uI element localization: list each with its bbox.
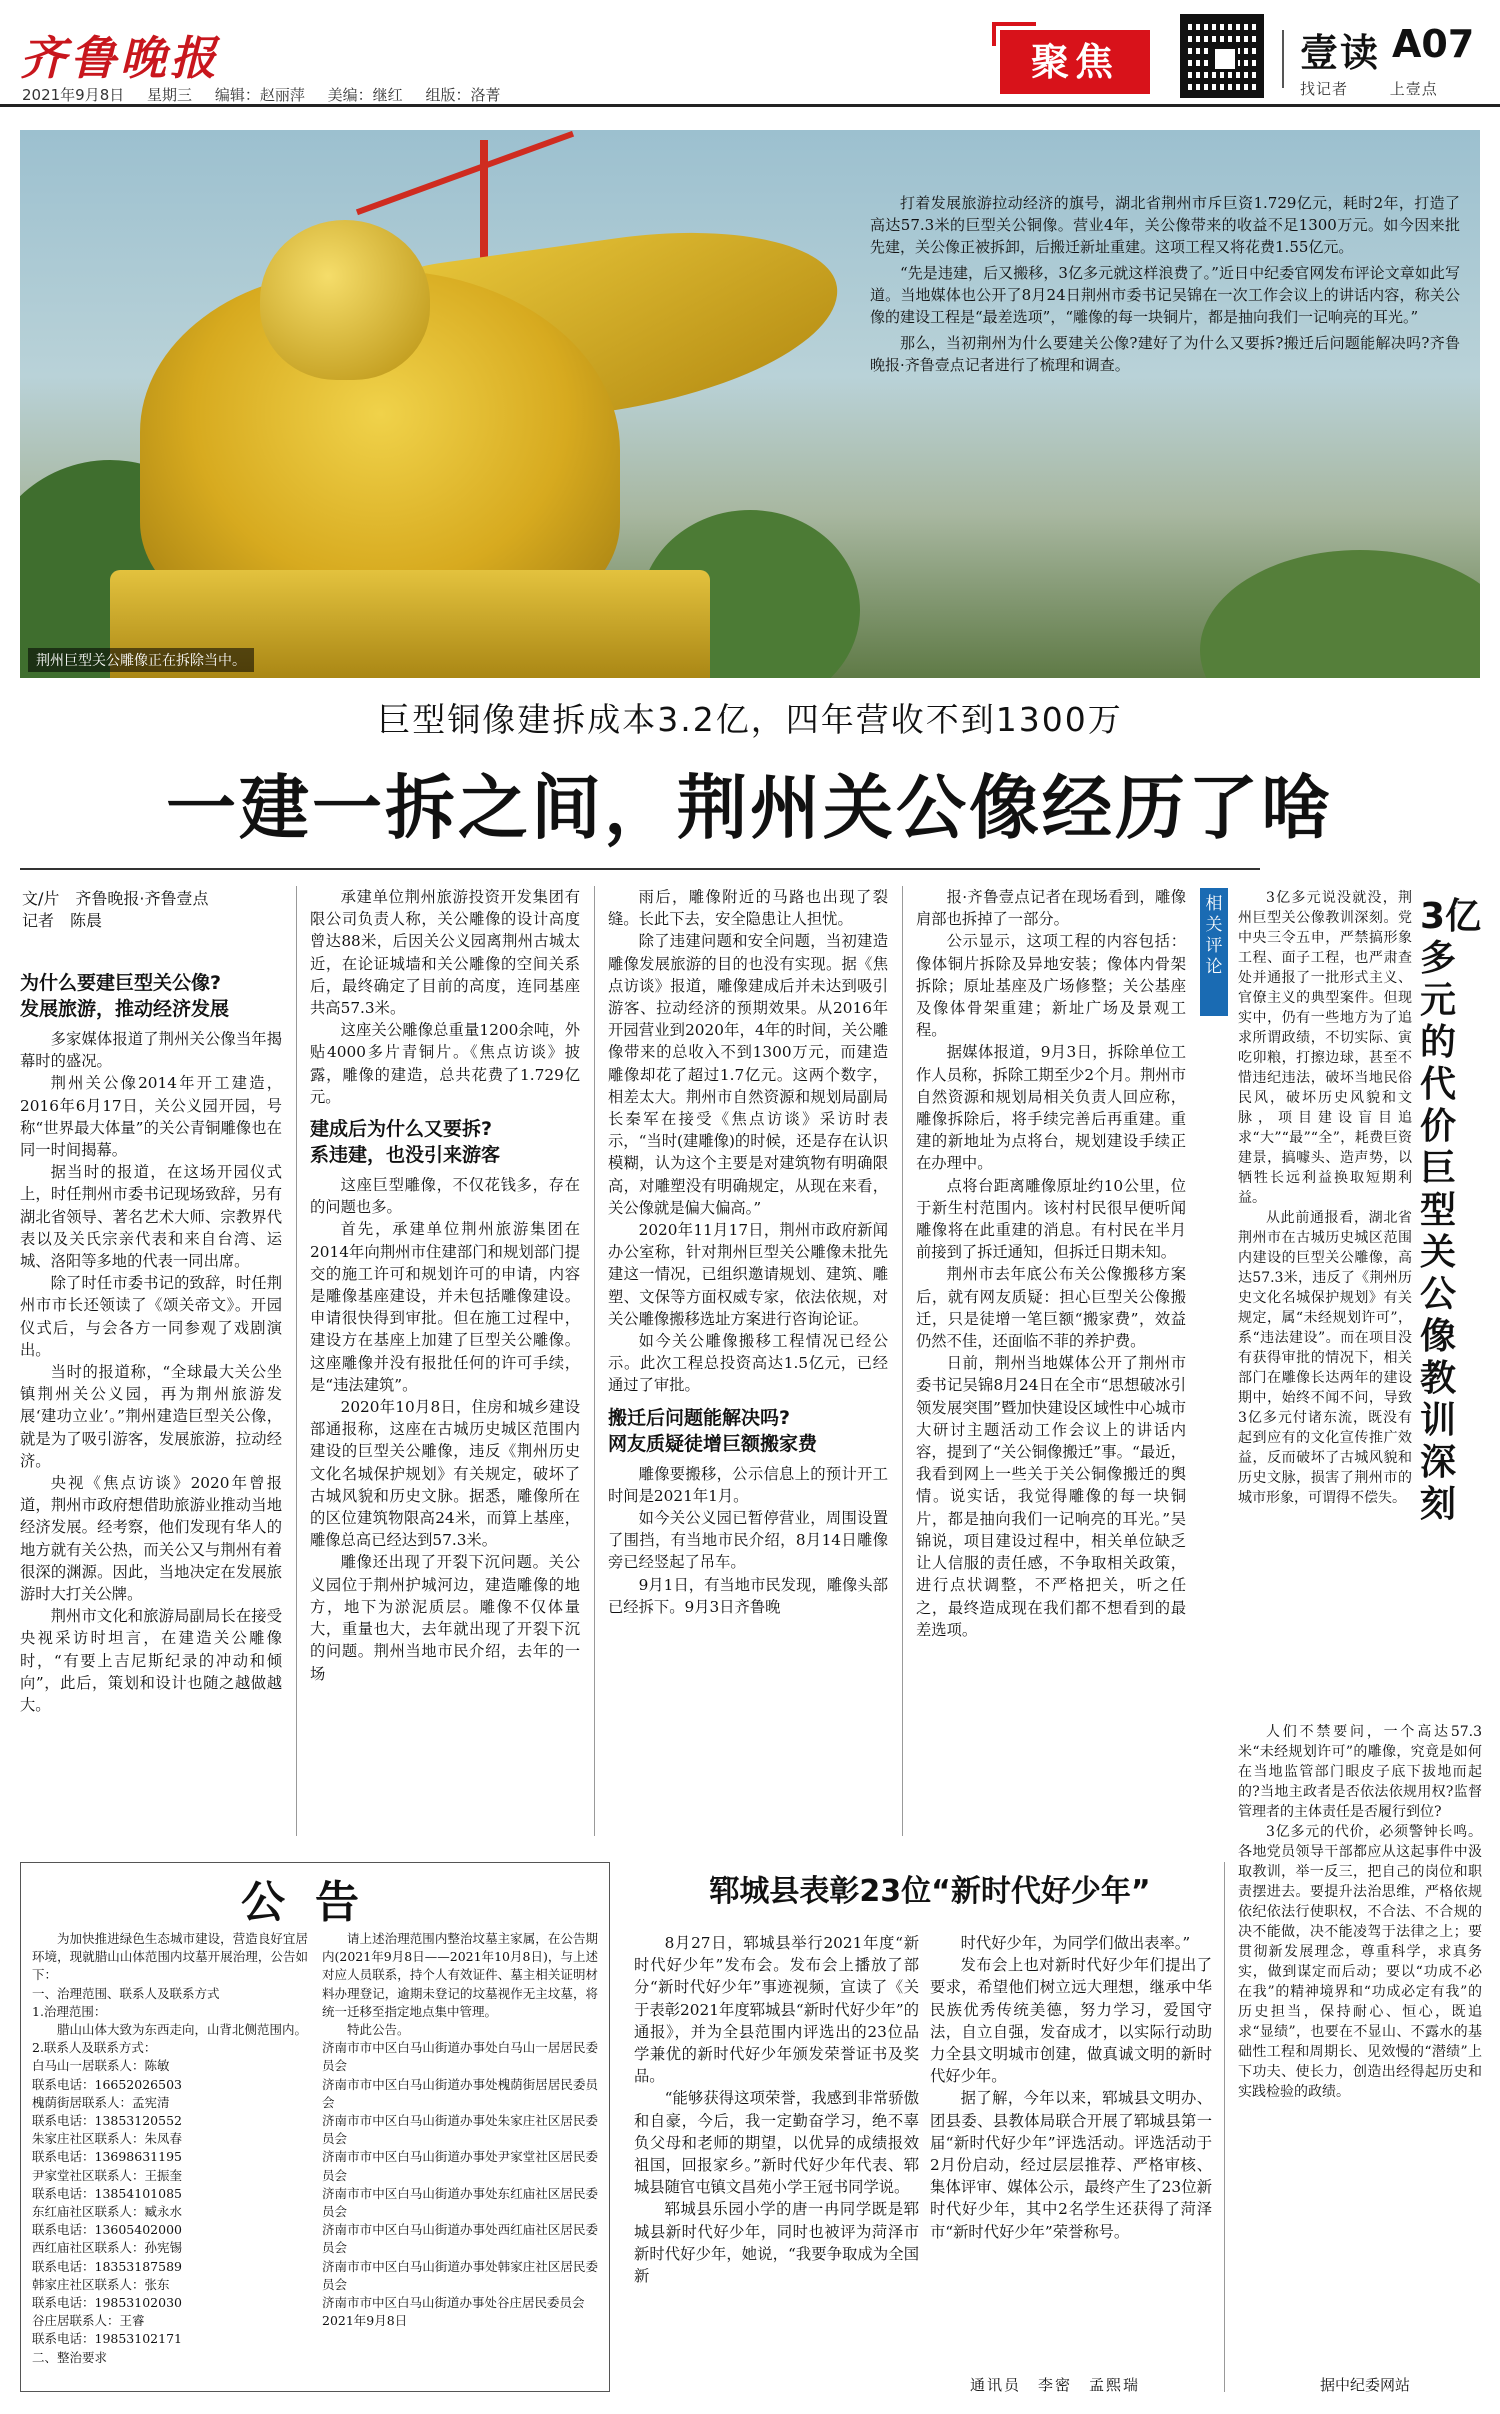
byline-line: 记者 陈晨 (22, 911, 103, 930)
qr-code-icon[interactable] (1180, 14, 1264, 98)
paragraph: 多家媒体报道了荆州关公像当年揭幕时的盛况。 (20, 1030, 282, 1071)
paragraph: 郓城县乐园小学的唐一冉同学既是郓城县新时代好少年，同时也被评为菏泽市新时代好少年，她说，“我要争取成为全国新 (634, 2200, 919, 2286)
comment-title: 3亿多元的代价 巨型关公像教训深刻 (1420, 896, 1493, 1525)
notice-line: 一、治理范围、联系人及联系方式 (32, 1985, 220, 2001)
notice-line: 为加快推进绿色生态城市建设，营造良好宜居环境，现就腊山山体范围内坟墓开展治理，公告如下： (32, 1931, 308, 1983)
paragraph: 除了时任市委书记的致辞，时任荆州市市长还领读了《颂关帝文》。开园仪式后，与会各方一同参观了戏剧演出。 (20, 1274, 282, 1359)
notice-line: 朱家庄社区联系人：朱凤春 (32, 2131, 183, 2147)
notice-line: 联系电话：19853102171 (32, 2331, 182, 2347)
section-heading (608, 1405, 888, 1457)
notice-line: 2021年9月8日 (322, 2313, 408, 2329)
paragraph: 雨后，雕像附近的马路也出现了裂缝。长此下去，安全隐患让人担忧。 (608, 888, 888, 929)
notice-line: 谷庄居联系人：王睿 (32, 2313, 145, 2329)
slogan-left: 找记者 (1300, 80, 1349, 98)
notice-line: 西红庙社区联系人：孙宪锡 (32, 2240, 183, 2256)
notice-line: 联系电话：13854101085 (32, 2185, 182, 2201)
issue-weekday: 星期三 (147, 86, 193, 104)
paragraph: 当时的报道称，“全球最大关公坐镇荆州关公义园，再为荆州旅游发展‘建功立业’。”荆州建造巨型关公像，就是为了吸引游客，发展旅游，拉动经济。 (20, 1363, 282, 1470)
masthead (0, 0, 1500, 110)
slogan (1300, 78, 1474, 99)
issue-date: 2021年9月8日 (22, 86, 125, 104)
section-question: 建成后为什么又要拆? (310, 1118, 493, 1141)
section-heading (310, 1116, 580, 1168)
divider (20, 868, 1260, 870)
divider (902, 886, 903, 1836)
paragraph: 除了违建问题和安全问题，当初建造雕像发展旅游的目的也没有实现。据《焦点访谈》报道，雕像建成后并未达到吸引游客、拉动经济的预期效果。从2016年开园营业到2020年，4年的时间，关公雕像带来的总收入不到1300万元，而建造雕像却花了超过1.7亿元。这两个数字，相差太大。荆州市自然资源和规划局副局长秦军在接受《焦点访谈》采访时表示，“当时(建雕像)的时候，还是存在认识模糊，认为这个主要是对建筑物有明确限高，对雕塑没有明确规定，从现在来看，关公像就是偏大偏高。” (608, 932, 888, 1217)
art-credit: 美编：继红 (327, 86, 403, 104)
notice-line: 尹家堂社区联系人：王振奎 (32, 2167, 183, 2183)
lead-paragraph: “先是违建，后又搬移，3亿多元就这样浪费了。”近日中纪委官网发布评论文章如此写道。当地媒体也公开了8月24日荆州市委书记吴锦在一次工作会议上的讲话内容，称关公像的建设工程是“最差选项”，“雕像的每一块铜片，都是抽向我们一记响亮的耳光。” (870, 264, 1460, 326)
paragraph: 时代好少年，为同学们做出表率。” (960, 1934, 1191, 1952)
article-column-3 (608, 886, 888, 1838)
article2-column-a (634, 1932, 919, 2368)
subheadline: 巨型铜像建拆成本3.2亿，四年营收不到1300万 (377, 700, 1123, 739)
lead-paragraph: 打着发展旅游拉动经济的旗号，湖北省荆州市斥巨资1.729亿元，耗时2年，打造了高达57.3米的巨型关公铜像。营业4年，关公像带来的收益不足1300万元。如今因来批先建，关公像正被拆卸，后搬迁新址重建。这项工程又将花费1.55亿元。 (870, 194, 1460, 256)
editor-credit: 编辑：赵丽萍 (214, 86, 305, 104)
notice-line: 联系电话：13698631195 (32, 2149, 182, 2165)
paragraph: 2020年10月8日，住房和城乡建设部通报称，这座在古城历史城区范围内建设的巨型关公雕像，违反《荆州历史文化名城保护规划》有关规定，破坏了古城风貌和历史文脉。据悉，雕像所在的区位建筑物限高24米，而算上基座，雕像总高已经达到57.3米。 (310, 1398, 580, 1550)
newspaper-logo: 齐鲁晚报 (20, 31, 220, 85)
notice-line: 特此公告。 (347, 2022, 410, 2038)
paragraph: 这座关公雕像总重量1200余吨，外贴4000多片青铜片。《焦点访谈》披露，雕像的建造，总共花费了1.729亿元。 (310, 1021, 580, 1106)
notice-line: 联系电话：13605402000 (32, 2222, 182, 2238)
notice-line: 请上述治理范围内整治坟墓主家属，在公告期内(2021年9月8日——2021年10月8日)，与上述对应人员联系，持个人有效证件、墓主相关证明材料办理登记，逾期未登记的坟墓视作无主坟墓，将统一迁移至指定地点集中管理。 (322, 1931, 598, 2019)
paragraph: 从此前通报看，湖北省荆州市在古城历史城区范围内建设的巨型关公雕像，高达57.3米，违反了《荆州历史文化名城保护规划》有关规定，属“未经规划许可”，系“违法建设”。而在项目没有获得审批的情况下，相关部门在雕像长达两年的建设期中，始终不闻不问，导致3亿多元付诸东流，既没有起到应有的文化宣传推广效益，反而破坏了古城风貌和历史文脉，损害了荆州市的城市形象，可谓得不偿失。 (1238, 1210, 1412, 1506)
article2-byline: 通讯员 李密 孟熙瑞 (970, 2376, 1141, 2394)
paragraph: 报·齐鲁壹点记者在现场看到，雕像肩部也拆掉了一部分。 (916, 888, 1186, 929)
tree-shape (1200, 550, 1480, 678)
paragraph: 3亿多元的代价，必须警钟长鸣。各地党员领导干部都应从这起事件中汲取教训，举一反三，把自己的岗位和职责摆进去。要提升法治思维，严格依规依纪依法行使职权，不合法、不合规的决不能做，决不能凌驾于法律之上；要贯彻新发展理念，尊重科学，求真务实，做到谋定而后动；要以“功成不必在我”的精神境界和“功成必定有我”的历史担当，保持耐心、恒心，既追求“显绩”，也要在不显山、不露水的基础性工程和周期长、见效慢的“潜绩”上下功夫、使长力，创造出经得起历史和实践检验的政绩。 (1238, 1824, 1482, 2100)
lead-paragraph: 那么，当初荆州为什么要建关公像?建好了为什么又要拆?搬迁后问题能解决吗?齐鲁晚报·齐鲁壹点记者进行了梳理和调查。 (870, 334, 1460, 374)
paragraph: 如今关公义园已暂停营业，周围设置了围挡，有当地市民介绍，8月14日雕像旁已经竖起了吊车。 (608, 1509, 888, 1572)
article-column-2 (310, 886, 580, 1838)
notice-line: 济南市市中区白马山街道办事处朱家庄社区居民委员会 (322, 2113, 598, 2147)
masthead-rule (0, 104, 1500, 107)
section-heading (20, 970, 282, 1022)
notice-line: 二、整治要求 (32, 2349, 108, 2365)
paragraph: 荆州市文化和旅游局副局长在接受央视采访时坦言，在建造关公雕像时，“有要上吉尼斯纪录的冲动和倾向”，此后，策划和设计也随之越做越大。 (20, 1607, 282, 1715)
notice-line: 济南市市中区白马山街道办事处白马山一居居民委员会 (322, 2040, 598, 2074)
paragraph: 人们不禁要问，一个高达57.3米“未经规划许可”的雕像，究竟是如何在当地监管部门眼皮子底下拔地而起的?当地主政者是否依法依规用权?监督管理者的主体责任是否履行到位? (1238, 1724, 1482, 1820)
related-comment-tag: 相关评论 (1200, 888, 1228, 1016)
byline-line: 文/片 齐鲁晚报·齐鲁壹点 (22, 889, 209, 908)
paragraph: 公示显示，这项工程的内容包括：像体铜片拆除及异地安装；像体内骨架拆除；原址基座及广场修整；关公基座及像体骨架重建；新址广场及景观工程。 (916, 932, 1186, 1040)
statue-shape (260, 220, 430, 380)
notice-line: 济南市市中区白马山街道办事处槐荫街居居民委员会 (322, 2076, 598, 2110)
notice-line: 济南市市中区白马山街道办事处谷庄居民委员会 (322, 2295, 585, 2311)
section-answer: 系违建，也没引来游客 (310, 1144, 501, 1167)
paragraph: 9月1日，有当地市民发现，雕像头部已经拆下。9月3日齐鲁晚 (608, 1575, 888, 1616)
section-name: 壹读 (1300, 31, 1381, 75)
crane-shape (356, 131, 574, 215)
paragraph: 点将台距离雕像原址约10公里，位于新生村范围内。该村村民很早便听闻雕像将在此重建的消息。有村民在半月前接到了拆迁通知，但拆迁日期未知。 (916, 1176, 1186, 1262)
paragraph: “能够获得这项荣誉，我感到非常骄傲和自豪，今后，我一定勤奋学习，绝不辜负父母和老师的期望，以优异的成绩报效祖国，回报家乡。”新时代好少年代表、郓城县随官屯镇文昌苑小学王冠书同学说。 (634, 2089, 919, 2197)
comment-column-b (1238, 1722, 1482, 2368)
byline (22, 888, 208, 932)
notice-line: 白马山一居联系人：陈敏 (32, 2058, 170, 2074)
notice-line: 济南市市中区白马山街道办事处东红庙社区居民委员会 (322, 2185, 598, 2220)
notice-line: 东红庙社区联系人：臧永水 (32, 2204, 183, 2220)
notice-title: 公告 (241, 1877, 389, 1928)
slogan-right: 上壹点 (1389, 80, 1438, 98)
paragraph: 8月27日，郓城县举行2021年度“新时代好少年”发布会。发布会上播放了部分“新时代好少年”事迹视频，宣读了《关于表彰2021年度郓城县“新时代好少年”的通报》，并为全县范围内评选出的23位品学兼优的新时代好少年颁发荣誉证书及奖品。 (634, 1934, 919, 2086)
paragraph: 央视《焦点访谈》2020年曾报道，荆州市政府想借助旅游业推动当地经济发展。经考察，他们发现有华人的地方就有关公热，而关公又与荆州有着很深的渊源。因此，当地决定在发展旅游时大打关公牌。 (20, 1474, 282, 1604)
notice-line: 韩家庄社区联系人：张东 (32, 2276, 170, 2292)
section-answer: 网友质疑徒增巨额搬家费 (608, 1432, 818, 1455)
hero-photo (20, 130, 1480, 678)
article-column-4 (916, 886, 1186, 1838)
paragraph: 2020年11月17日，荆州市政府新闻办公室称，针对荆州巨型关公雕像未批先建这一情况，已组织邀请规划、建筑、雕塑、文保等方面权威专家，依法依规，对关公雕像搬移选址方案进行咨询论证。 (608, 1221, 888, 1328)
paragraph: 荆州关公像2014年开工建造，2016年6月17日，关公义园开园，号称“世界最大体量”的关公青铜雕像也在同一时间揭幕。 (20, 1074, 282, 1160)
notice-line: 济南市市中区白马山街道办事处韩家庄社区居民委员会 (322, 2258, 598, 2292)
dateline (22, 84, 518, 105)
paragraph: 这座巨型雕像，不仅花钱多，存在的问题也多。 (310, 1176, 580, 1217)
notice-line: 槐荫街居联系人：孟宪清 (32, 2094, 170, 2110)
layout-credit: 组版：洛菁 (425, 86, 501, 104)
article2-title: 郓城县表彰23位“新时代好少年” (709, 1874, 1151, 1909)
paragraph: 雕像要搬移，公示信息上的预计开工时间是2021年1月。 (608, 1464, 888, 1505)
notice-line: 1.治理范围： (32, 2003, 107, 2019)
notice-line: 联系电话：18353187589 (32, 2258, 182, 2274)
paragraph: 3亿多元说没就没，荆州巨型关公像教训深刻。党中央三令五申，严禁搞形象工程、面子工程，也严肃查处并通报了一批形式主义、官僚主义的典型案件。但现实中，仍有一些地方为了追求所谓政绩，不切实际、寅吃卯粮，打擦边球，甚至不惜违纪违法，破坏当地民俗民风，破坏历史风貌和文脉，项目建设盲目追求“大”“最”“全”，耗费巨资建景，搞噱头、造声势，以牺牲长远利益换取短期利益。 (1238, 890, 1412, 1206)
paragraph: 雕像还出现了开裂下沉问题。关公义园位于荆州护城河边，建造雕像的地方，地下为淤泥质层。雕像不仅体量大，重量也大，去年就出现了开裂下沉的问题。荆州当地市民介绍，去年的一场 (310, 1553, 580, 1683)
paragraph: 据媒体报道，9月3日，拆除单位工作人员称，拆除工期至少2个月。荆州市自然资源和规划局相关负责人回应称，雕像拆除后，将手续完善后再重建。重建的新地址为点将台，规划建设手续正在办理中。 (916, 1043, 1186, 1173)
photo-caption: 荆州巨型关公雕像正在拆除当中。 (28, 648, 254, 672)
divider (594, 886, 595, 1836)
paragraph: 日前，荆州当地媒体公开了荆州市委书记吴锦8月24日在全市“思想破冰引领发展突围”暨加快建设区域性中心城市大研讨主题活动工作会议上的讲话内容，提到了“关公铜像搬迁”事。“最近，我看到网上一些关于关公铜像搬迁的舆情。说实话，我觉得雕像的每一块铜片，都是抽向我们一记响亮的耳光。”吴锦说，项目建设过程中，相关单位缺乏让人信服的责任感，不争取相关政策，进行点状调整，不严格把关，听之任之，最终造成现在我们都不想看到的最差选项。 (916, 1354, 1186, 1639)
paragraph: 首先，承建单位荆州旅游集团在2014年向荆州市住建部门和规划部门提交的施工许可和规划许可的申请，内容是雕像基座建设，并未包括雕像建设。申请很快得到审批。但在施工过程中，建设方在基座上加建了巨型关公雕像。这座雕像并没有报批任何的许可手续，是“违法建筑”。 (310, 1220, 580, 1394)
notice-line: 联系电话：19853102030 (32, 2295, 182, 2311)
paragraph: 承建单位荆州旅游投资开发集团有限公司负责人称，关公雕像的设计高度曾达88米，后因关公义园离荆州古城太近，在论证城墙和关公雕像的空间关系后，最终确定了目前的高度，连同基座共高57.3米。 (310, 888, 580, 1018)
paragraph: 据当时的报道，在这场开园仪式上，时任荆州市委书记现场致辞，另有湖北省领导、著名艺术大师、宗教界代表以及关氏宗亲代表和来自台湾、运城、洛阳等多地的代表一同出席。 (20, 1163, 282, 1271)
divider (1224, 1862, 1225, 2392)
section-question: 搬迁后问题能解决吗? (608, 1406, 791, 1429)
paragraph: 据了解，今年以来，郓城县文明办、团县委、县教体局联合开展了郓城县第一届“新时代好少年”评选活动。评选活动于2月份启动，经过层层推荐、严格审核、集体评审、媒体公示，最终产生了23位新时代好少年，其中2名学生还获得了菏泽市“新时代好少年”荣誉称号。 (930, 2089, 1212, 2241)
paragraph: 荆州市去年底公布关公像搬移方案后，就有网友质疑：担心巨型关公像搬迁，只是徒增一笔巨额“搬家费”，效益仍然不佳，还面临不菲的养护费。 (916, 1265, 1186, 1351)
section-answer: 发展旅游，推动经济发展 (20, 998, 230, 1020)
notice-column-b (322, 1930, 598, 2386)
section-badge: 聚焦 (1000, 30, 1150, 94)
notice-line: 济南市市中区白马山街道办事处尹家堂社区居民委员会 (322, 2149, 598, 2183)
notice-line: 联系电话：16652026503 (32, 2076, 182, 2092)
page-number: A07 (1392, 22, 1475, 66)
lead-paragraphs (870, 192, 1460, 380)
notice-line: 2.联系人及联系方式： (32, 2040, 157, 2056)
section-question: 为什么要建巨型关公像? (20, 972, 222, 994)
notice-line: 联系电话：13853120552 (32, 2113, 182, 2129)
notice-column-a (32, 1930, 308, 2386)
comment-column-a (1238, 888, 1412, 1718)
article2-column-b (930, 1932, 1212, 2368)
divider (296, 886, 297, 1836)
notice-line: 济南市市中区白马山街道办事处西红庙社区居民委员会 (322, 2222, 598, 2256)
article-column-1 (20, 970, 282, 1840)
source-credit: 据中纪委网站 (1320, 2376, 1411, 2394)
paragraph: 发布会上也对新时代好少年们提出了要求，希望他们树立远大理想，继承中华民族优秀传统美德，努力学习，爱国守法，自立自强，发奋成才，以实际行动助力全县文明城市创建，做真诚文明的新时代好少年。 (930, 1956, 1212, 2086)
notice-line: 腊山山体大致为东西走向，山背北侧范围内。 (57, 2022, 308, 2038)
paragraph: 如今关公雕像搬移工程情况已经公示。此次工程总投资高达1.5亿元，已经通过了审批。 (608, 1332, 888, 1395)
divider (1282, 30, 1284, 88)
main-headline: 一建一拆之间，荆州关公像经历了啥 (166, 767, 1334, 849)
